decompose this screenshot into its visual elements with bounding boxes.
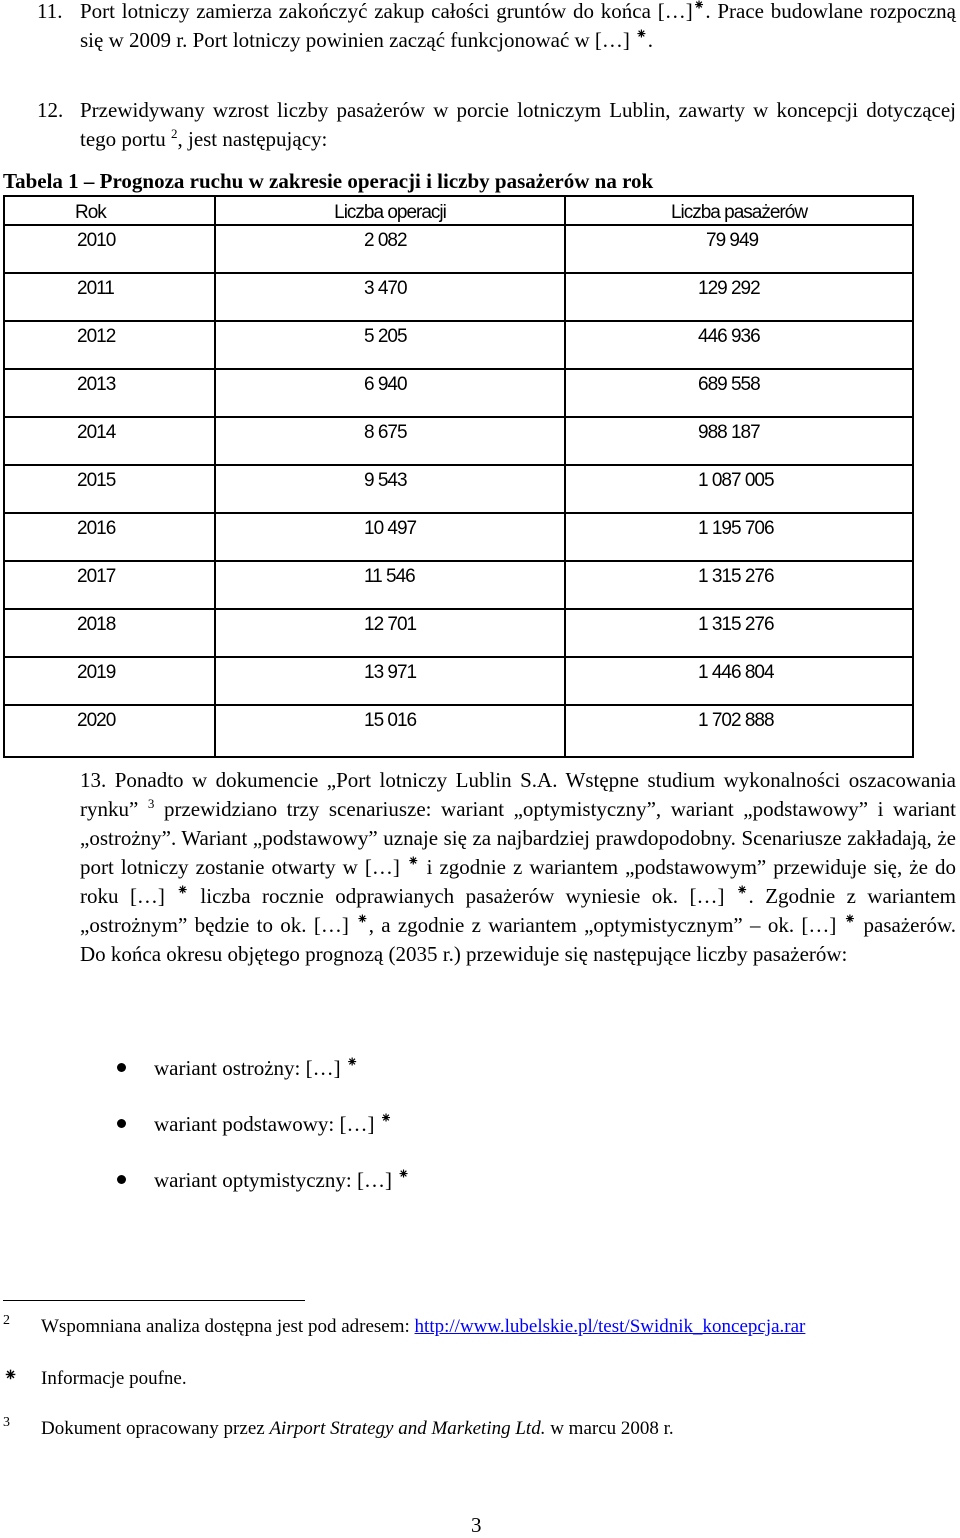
table-row [4, 225, 913, 273]
paragraph-12 [37, 96, 956, 154]
variant-list [117, 1052, 410, 1220]
header-year: Rok [4, 196, 215, 225]
header-operations: Liczba operacji [215, 196, 565, 225]
cell-passengers: 1 195 706 [565, 513, 913, 561]
list-item-text: wariant ostrożny: […] [154, 1056, 341, 1080]
paragraph-text: liczba rocznie odprawianych pasażerów wyniesie ok. […] [188, 884, 725, 908]
list-item-text: wariant optymistyczny: […] [154, 1168, 392, 1192]
footnote-link[interactable]: http://www.lubelskie.pl/test/Swidnik_koncepcja.rar [414, 1316, 806, 1337]
cell-passengers: 1 446 804 [565, 657, 913, 705]
bullet-icon [117, 1119, 126, 1128]
confidential-mark: ⁕ [843, 912, 857, 928]
table-row [4, 273, 913, 321]
table-row [4, 657, 913, 705]
cell-year: 2014 [4, 417, 215, 465]
confidential-mark: ⁕ [692, 0, 706, 14]
footnote-italic: Airport Strategy and Marketing Ltd. [269, 1418, 546, 1439]
footnote-ref[interactable]: 2 [170, 126, 178, 141]
cell-operations: 2 082 [215, 225, 565, 273]
paragraph-text: . Zgodnie z wariantem „ostrożnym” będzie to ok. […] [80, 884, 957, 937]
forecast-table [3, 195, 914, 758]
page-number: 3 [471, 1513, 482, 1537]
cell-year: 2016 [4, 513, 215, 561]
footnote-text: w marcu 2008 r. [545, 1418, 674, 1439]
table-row [4, 417, 913, 465]
confidential-mark: ⁕ [406, 854, 420, 870]
paragraph-text: przewidziano trzy scenariusze: wariant „optymistyczny”, wariant „podstawowy” i wariant „ostrożny”. Wariant „podstawowy” uznaje się za najbardziej prawdopodobny. Scenariusze zakładają, że port lotniczy zostanie otwarty w […] [80, 797, 956, 879]
cell-passengers: 1 315 276 [565, 609, 913, 657]
cell-year: 2012 [4, 321, 215, 369]
cell-year: 2018 [4, 609, 215, 657]
confidential-mark: ⁕ [379, 1111, 393, 1127]
confidential-mark: ⁕ [176, 883, 189, 899]
table-row [4, 369, 913, 417]
footnote-separator [3, 1300, 305, 1301]
list-item [117, 1052, 410, 1108]
table-row [4, 321, 913, 369]
paragraph-text: , jest następujący: [177, 127, 328, 151]
paragraph-text: , a zgodnie z wariantem „optymistycznym” – ok. […] [368, 913, 837, 937]
paragraph-text: i zgodnie z wariantem „podstawowym” przewiduje się, że do roku […] [80, 855, 956, 908]
cell-year: 2013 [4, 369, 215, 417]
cell-passengers: 79 949 [565, 225, 913, 273]
table-row [4, 465, 913, 513]
cell-passengers: 689 558 [565, 369, 913, 417]
cell-operations: 5 205 [215, 321, 565, 369]
cell-operations: 6 940 [215, 369, 565, 417]
cell-passengers: 1 315 276 [565, 561, 913, 609]
cell-passengers: 129 292 [565, 273, 913, 321]
cell-passengers: 446 936 [565, 321, 913, 369]
paragraph-text: Ponadto w dokumencie „Port lotniczy Lublin S.A. Wstępne studium wykonalności oszacowania rynku” [80, 768, 956, 821]
confidential-mark: ⁕ [397, 1167, 410, 1183]
cell-operations: 15 016 [215, 705, 565, 757]
footnote-text: Dokument opracowany przez [41, 1418, 270, 1439]
paragraph-number: 12. [37, 98, 64, 122]
cell-year: 2019 [4, 657, 215, 705]
footnote-mark: 2 [3, 1313, 10, 1328]
paragraph-text: pasażerów. Do końca okresu objętego prognozą (2035 r.) przewiduje się następujące liczby pasażerów: [80, 913, 957, 966]
table-row [4, 609, 913, 657]
paragraph-13 [80, 766, 956, 969]
paragraph-text: . Prace budowlane rozpoczną się w 2009 r. Port lotniczy powinien zacząć funkcjonować w […] [80, 0, 956, 52]
cell-operations: 11 546 [215, 561, 565, 609]
footnote-mark: 3 [3, 1415, 10, 1430]
cell-operations: 9 543 [215, 465, 565, 513]
list-item [117, 1108, 410, 1164]
cell-operations: 10 497 [215, 513, 565, 561]
table-row [4, 513, 913, 561]
table-row [4, 705, 913, 757]
cell-year: 2015 [4, 465, 215, 513]
cell-operations: 3 470 [215, 273, 565, 321]
header-passengers: Liczba pasażerów [565, 196, 913, 225]
cell-year: 2017 [4, 561, 215, 609]
paragraph-number: 11. [37, 0, 63, 23]
paragraph-text: Port lotniczy zamierza zakończyć zakup całości gruntów do końca […] [80, 0, 693, 23]
footnote-ref[interactable]: 3 [147, 796, 155, 811]
list-item [117, 1164, 410, 1220]
cell-passengers: 1 087 005 [565, 465, 913, 513]
paragraph-text: Przewidywany wzrost liczby pasażerów w porcie lotniczym Lublin, zawarty w koncepcji dotyczącej tego portu [80, 98, 956, 151]
footnote-text: Wspomniana analiza dostępna jest pod adresem: [41, 1316, 415, 1337]
bullet-icon [117, 1063, 126, 1072]
cell-passengers: 1 702 888 [565, 705, 913, 757]
cell-year: 2010 [4, 225, 215, 273]
confidential-mark: ⁕ [345, 1055, 359, 1071]
cell-operations: 8 675 [215, 417, 565, 465]
confidential-mark: ⁕ [635, 27, 648, 43]
cell-year: 2020 [4, 705, 215, 757]
paragraph-11 [37, 0, 956, 55]
paragraph-number: 13. [80, 768, 107, 792]
cell-operations: 12 701 [215, 609, 565, 657]
list-item-text: wariant podstawowy: […] [154, 1112, 375, 1136]
confidential-mark: ⁕ [735, 883, 749, 899]
cell-operations: 13 971 [215, 657, 565, 705]
cell-passengers: 988 187 [565, 417, 913, 465]
paragraph-text: . [647, 28, 653, 52]
footnote-mark: ⁕ [3, 1365, 19, 1385]
cell-year: 2011 [4, 273, 215, 321]
confidential-mark: ⁕ [356, 912, 369, 928]
footnote-text: Informacje poufne. [41, 1368, 187, 1389]
bullet-icon [117, 1175, 126, 1184]
table-row [4, 561, 913, 609]
table-title: Tabela 1 – Prognoza ruchu w zakresie operacji i liczby pasażerów na rok [3, 169, 654, 193]
table-header-row [4, 196, 913, 225]
